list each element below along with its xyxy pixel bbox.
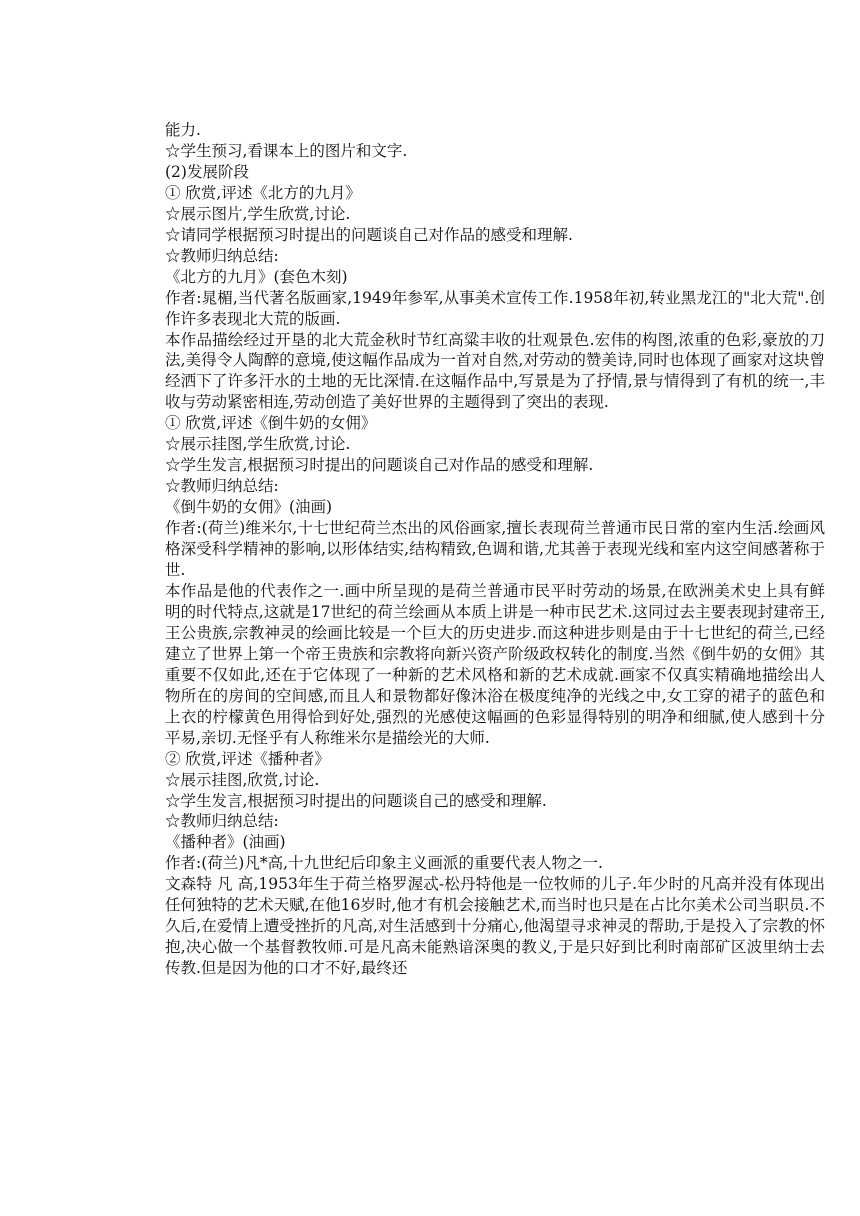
- paragraph: ☆学生发言,根据预习时提出的问题谈自己的感受和理解.: [165, 791, 547, 810]
- paragraph: ☆教师归纳总结:: [165, 246, 279, 265]
- subsection-heading: ① 欣赏,评述《倒牛奶的女佣》: [165, 414, 377, 433]
- paragraph: ☆请同学根据预习时提出的问题谈自己对作品的感受和理解.: [165, 225, 573, 244]
- paragraph: ☆学生发言,根据预习时提出的问题谈自己对作品的感受和理解.: [165, 456, 594, 475]
- artwork-title: 《北方的九月》(套色木刻): [165, 267, 348, 286]
- artwork-title: 《播种者》(油画): [165, 833, 286, 852]
- paragraph: ☆教师归纳总结:: [165, 477, 279, 496]
- paragraph: 本作品是他的代表作之一.画中所呈现的是荷兰普通市民平时劳动的场景,在欧洲美术史上具有鲜明的时代特点,这就是17世纪的荷兰绘画从本质上讲是一种市民艺术.这同过去主要表现封建帝王,王公贵族,宗教神灵的绘画比较是一个巨大的历史进步.而这种进步则是由于十七世纪的荷兰,已经建立了世界上第一个帝王贵族和宗教将向新兴资产阶级政权转化的制度.当然《倒牛奶的女佣》其重要不仅如此,还在于它体现了一种新的艺术风格和新的艺术成就.画家不仅真实精确地描绘出人物所在的房间的空间感,而且人和景物都好像沐浴在极度纯净的光线之中,女工穿的裙子的蓝色和上衣的柠檬黄色用得恰到好处,强烈的光感使这幅画的色彩显得特别的明净和细腻,使人感到十分平易,亲切.无怪乎有人称维米尔是描绘光的大师.: [165, 581, 825, 747]
- paragraph: ☆教师归纳总结:: [165, 812, 279, 831]
- artwork-title: 《倒牛奶的女佣》(油画): [165, 498, 333, 517]
- subsection-heading: ② 欣赏,评述《播种者》: [165, 749, 330, 768]
- paragraph: 作者:(荷兰)维米尔,十七世纪荷兰杰出的风俗画家,擅长表现荷兰普通市民日常的室内生活.绘画风格深受科学精神的影响,以形体结实,结构精致,色调和谐,尤其善于表现光线和室内这空间感著称于世.: [165, 519, 825, 580]
- paragraph: 作者:(荷兰)凡*高,十九世纪后印象主义画派的重要代表人物之一.: [165, 854, 603, 873]
- paragraph: 文森特 凡 高,1953年生于荷兰格罗渥忒-松丹特他是一位牧师的儿子.年少时的凡高并没有体现出任何独特的艺术天赋,在他16岁时,他才有机会接触艺术,而当时也只是在占比尔美术公司当职员.不久后,在爱情上遭受挫折的凡高,对生活感到十分痛心,他渴望寻求神灵的帮助,于是投入了宗教的怀抱,决心做一个基督教牧师.可是凡高未能熟谙深奥的教义,于是只好到比利时南部矿区波里纳士去传教.但是因为他的口才不好,最终还: [165, 875, 825, 978]
- paragraph: ☆展示挂图,学生欣赏,讨论.: [165, 435, 351, 454]
- section-heading: (2)发展阶段: [165, 162, 249, 181]
- paragraph: ☆学生预习,看课本上的图片和文字.: [165, 141, 408, 160]
- paragraph: 作者:晁楣,当代著名版画家,1949年参军,从事美术宣传工作.1958年初,转业黑龙江的"北大荒".创作许多表现北大荒的版画.: [165, 288, 825, 328]
- paragraph: ☆展示挂图,欣赏,讨论.: [165, 770, 320, 789]
- subsection-heading: ① 欣赏,评述《北方的九月》: [165, 183, 361, 202]
- document-body: [165, 120, 825, 979]
- paragraph: ☆展示图片,学生欣赏,讨论.: [165, 204, 351, 223]
- paragraph: 能力.: [165, 121, 201, 139]
- paragraph: 本作品描绘经过开垦的北大荒金秋时节红高粱丰收的壮观景色.宏伟的构图,浓重的色彩,豪放的刀法,美得令人陶醉的意境,使这幅作品成为一首对自然,对劳动的赞美诗,同时也体现了画家对这块曾经洒下了许多汗水的土地的无比深情.在这幅作品中,写景是为了抒情,景与情得到了有机的统一,丰收与劳动紧密相连,劳动创造了美好世界的主题得到了突出的表现.: [165, 330, 825, 412]
